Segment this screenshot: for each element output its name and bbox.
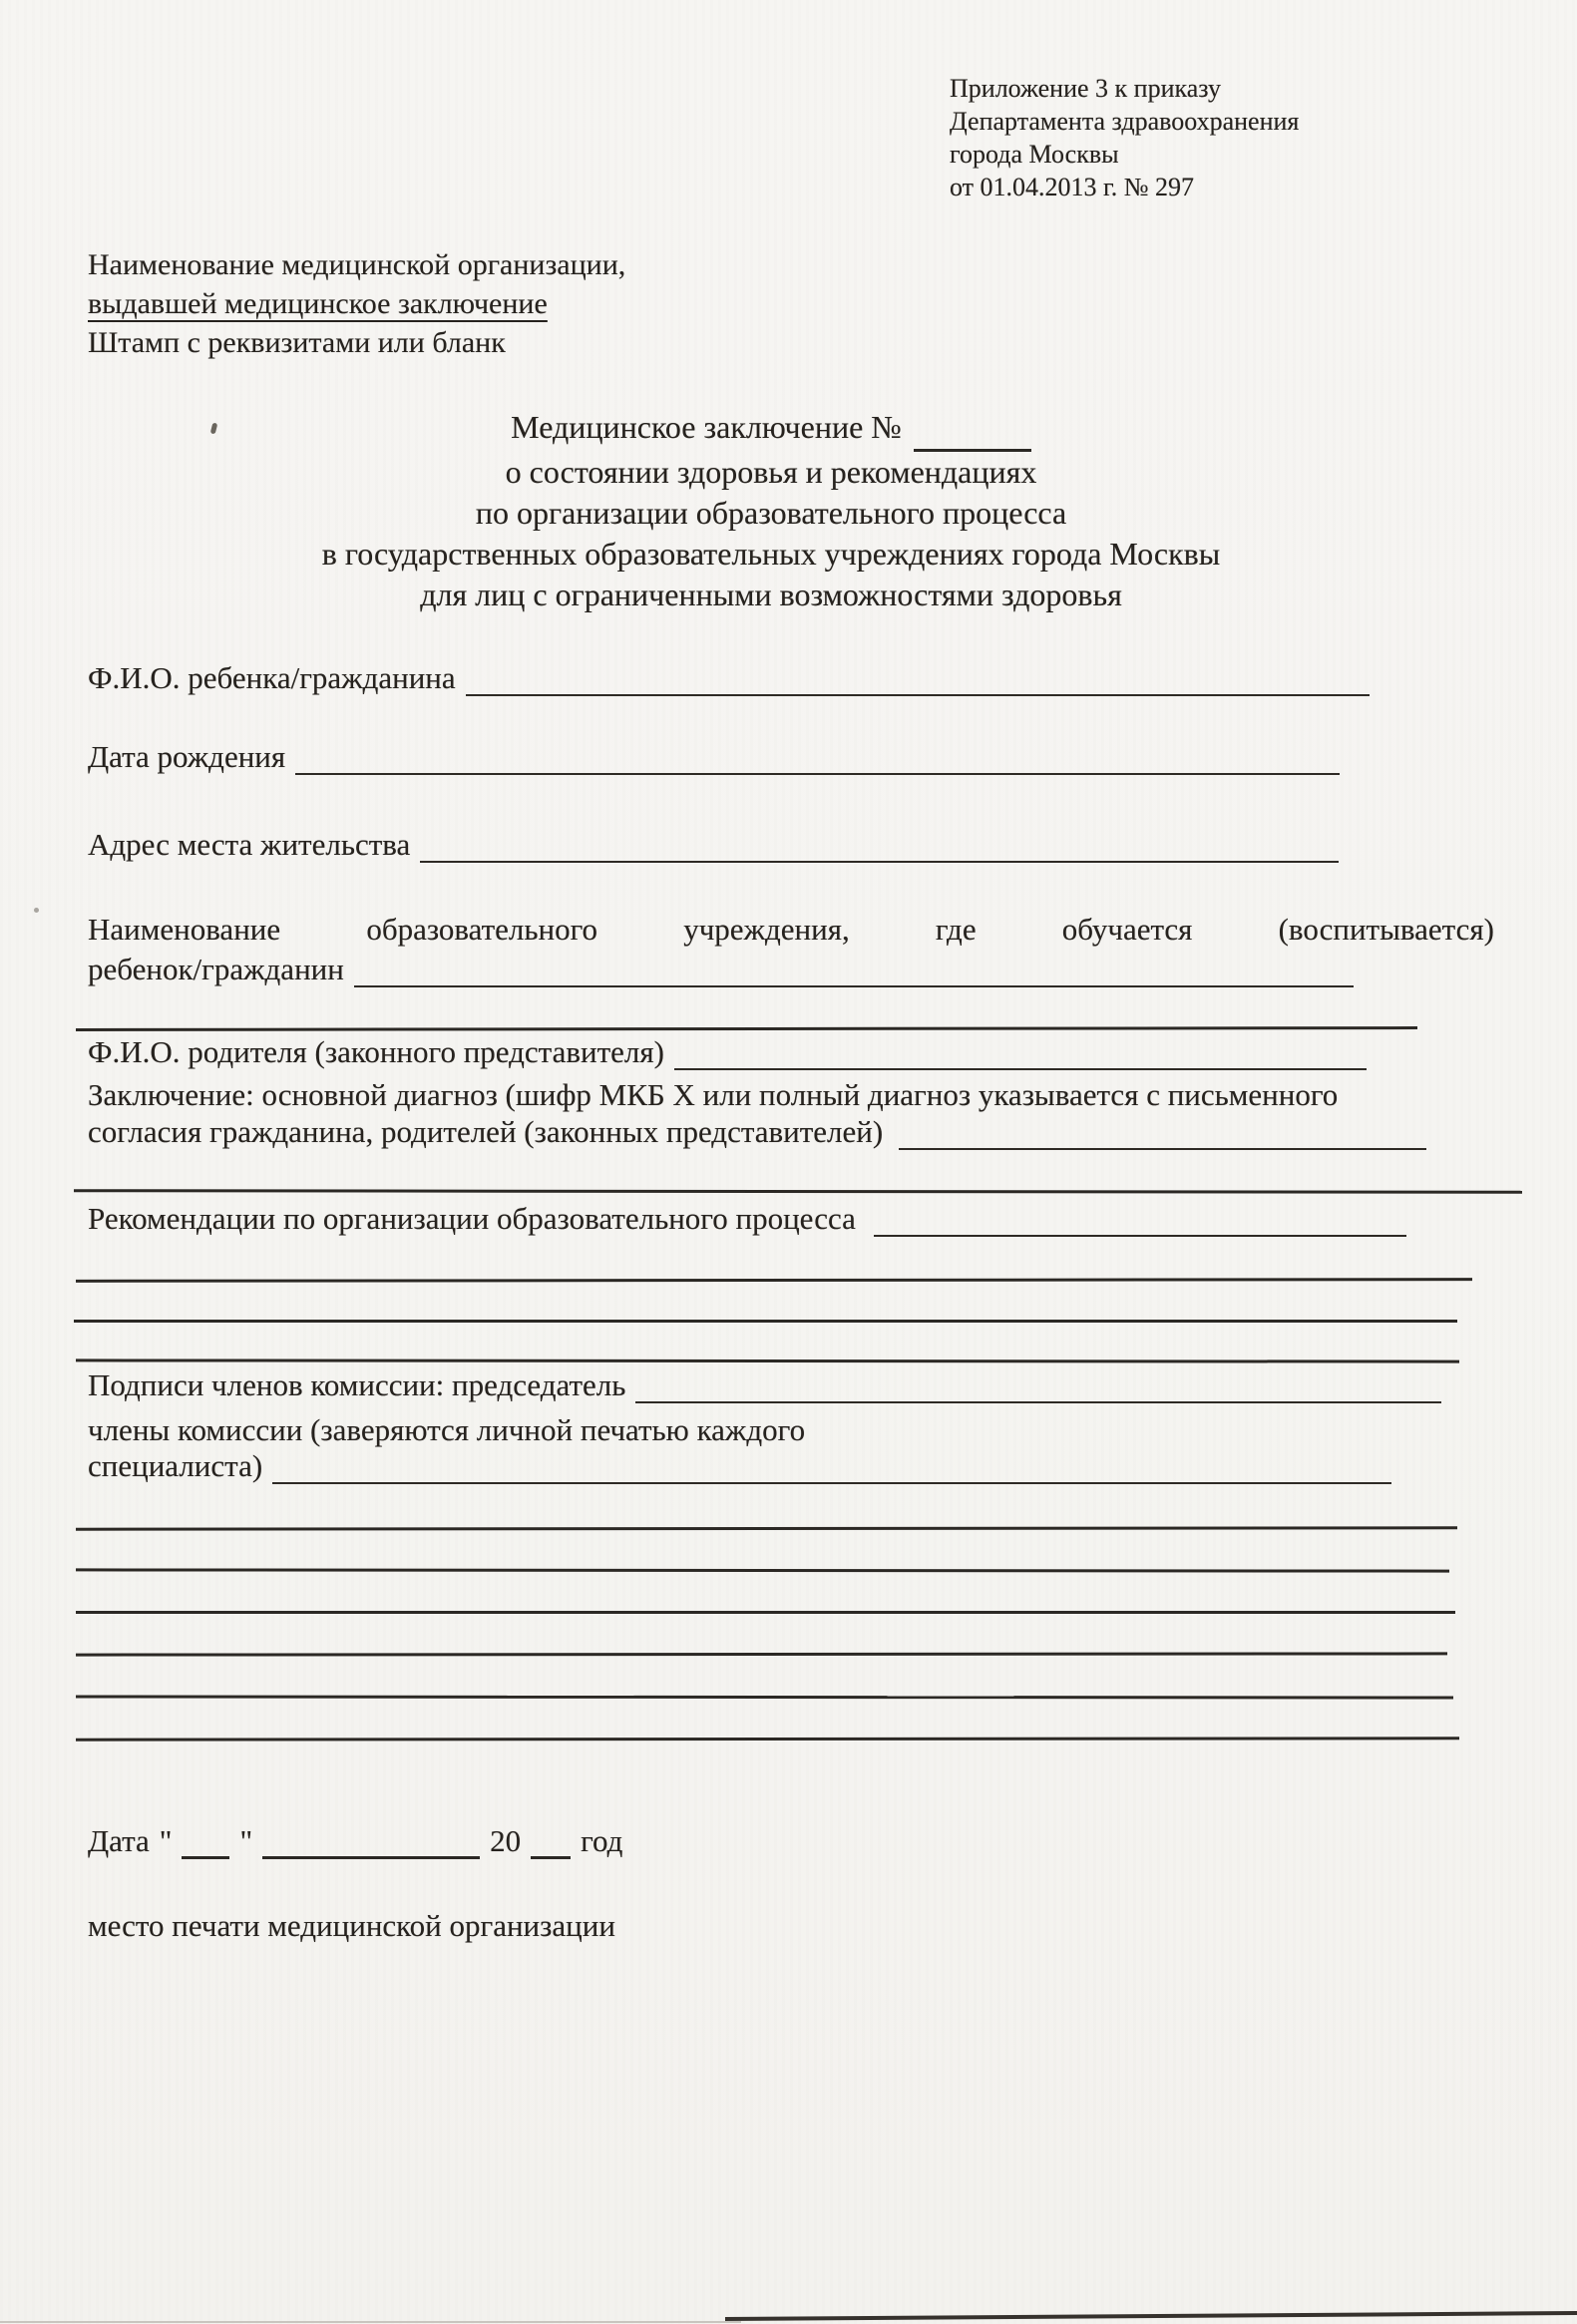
stamp-place-note: место печати медицинской организации: [88, 1908, 615, 1943]
conclusion-text-line2: [88, 1114, 1426, 1150]
field-fio-parent-label: Ф.И.О. родителя (законного представителя): [88, 1034, 664, 1069]
field-recommendations: [88, 1201, 1406, 1237]
field-institution-line1: [88, 911, 1494, 949]
conclusion-label: согласия гражданина, родителей (законных представителей): [88, 1114, 884, 1149]
blank-rule-line: [76, 1526, 1457, 1530]
word: Наименование: [88, 912, 281, 947]
field-fio-child-blank-line: [466, 694, 1370, 696]
word: (воспитывается): [1278, 912, 1494, 947]
field-institution-blank-line: [354, 985, 1354, 987]
field-fio-parent-blank-line: [674, 1068, 1367, 1070]
form-title-line4: в государственных образовательных учреждениях города Москвы: [321, 536, 1221, 572]
date-month-blank-line: [262, 1856, 480, 1859]
field-fio-child: [88, 660, 1370, 696]
field-birth-date-label: Дата рождения: [88, 739, 286, 774]
field-address-label: Адрес места жительства: [88, 827, 411, 862]
field-birth-date-blank-line: [295, 773, 1340, 775]
number-blank-line: [914, 415, 1031, 452]
date-day-blank-line: [182, 1856, 229, 1859]
appendix-reference: [950, 72, 1299, 203]
word: где: [935, 912, 977, 947]
blank-rule-line: [76, 1737, 1459, 1741]
appendix-line: Приложение 3 к приказу: [950, 74, 1222, 103]
blank-rule-line: [76, 1568, 1449, 1572]
field-institution-line2: [88, 952, 1354, 987]
field-members-blank-line: [272, 1482, 1391, 1484]
field-fio-child-label: Ф.И.О. ребенка/гражданина: [88, 660, 456, 695]
field-institution-label: ребенок/гражданин: [88, 952, 344, 986]
org-stamp-line-underlined: выдавшей медицинское заключение: [88, 287, 548, 320]
field-signatures-chair-blank-line: [635, 1401, 1441, 1403]
scan-artifact: [34, 908, 39, 913]
blank-rule-line: [74, 1189, 1522, 1194]
conclusion-blank-line: [899, 1148, 1426, 1150]
form-title-line5: для лиц с ограниченными возможностями здоровья: [420, 577, 1122, 612]
org-stamp-line: Наименование медицинской организации,: [88, 248, 626, 281]
form-title: [60, 407, 1482, 615]
field-birth-date: [88, 739, 1340, 775]
date-line: [88, 1821, 622, 1861]
date-word: Дата: [88, 1823, 150, 1858]
blank-rule-line: [76, 1278, 1472, 1283]
org-stamp-line: Штамп с реквизитами или бланк: [88, 326, 506, 359]
blank-rule-line: [76, 1652, 1447, 1656]
word: учреждения,: [683, 912, 850, 947]
field-signatures-chair-label: Подписи членов комиссии: председатель: [88, 1367, 626, 1402]
field-members-label: специалиста): [88, 1448, 263, 1483]
field-recommendations-label: Рекомендации по организации образовательного процесса: [88, 1201, 856, 1236]
open-quote: ": [159, 1823, 173, 1858]
form-title-line1: [60, 407, 1482, 452]
field-address: [88, 827, 1339, 863]
year-word: год: [581, 1823, 623, 1858]
field-address-blank-line: [420, 861, 1339, 863]
form-title-line3: по организации образовательного процесса: [475, 495, 1067, 531]
close-quote: ": [239, 1823, 253, 1858]
appendix-line: от 01.04.2013 г. № 297: [950, 173, 1195, 201]
blank-rule-line: [76, 1358, 1459, 1362]
org-stamp-block: [88, 245, 625, 362]
field-signatures-chair: [88, 1367, 1441, 1403]
members-text-line1: члены комиссии (заверяются личной печатью каждого: [88, 1412, 806, 1447]
blank-rule-line: [76, 1611, 1455, 1614]
field-recommendations-blank-line: [874, 1235, 1406, 1237]
appendix-line: Департамента здравоохранения: [950, 107, 1300, 136]
appendix-line: города Москвы: [950, 140, 1119, 169]
field-fio-parent: [88, 1034, 1367, 1070]
scan-bottom-edge-dark: [725, 2311, 1577, 2321]
scan-bottom-edge-faint: [0, 2321, 741, 2323]
field-members-line2: [88, 1448, 1391, 1484]
year-century: 20: [490, 1823, 522, 1858]
form-title-number-label: Медицинское заключение №: [511, 409, 902, 445]
date-year-blank-line: [531, 1856, 571, 1859]
word: образовательного: [366, 912, 598, 947]
conclusion-text-line1: Заключение: основной диагноз (шифр МКБ X или полный диагноз указывается с письменного: [88, 1077, 1339, 1112]
blank-rule-line: [76, 1696, 1453, 1700]
form-title-line2: о состоянии здоровья и рекомендациях: [505, 454, 1037, 490]
word: обучается: [1061, 912, 1193, 947]
blank-rule-line: [74, 1320, 1457, 1323]
blank-rule-line: [76, 1026, 1417, 1031]
